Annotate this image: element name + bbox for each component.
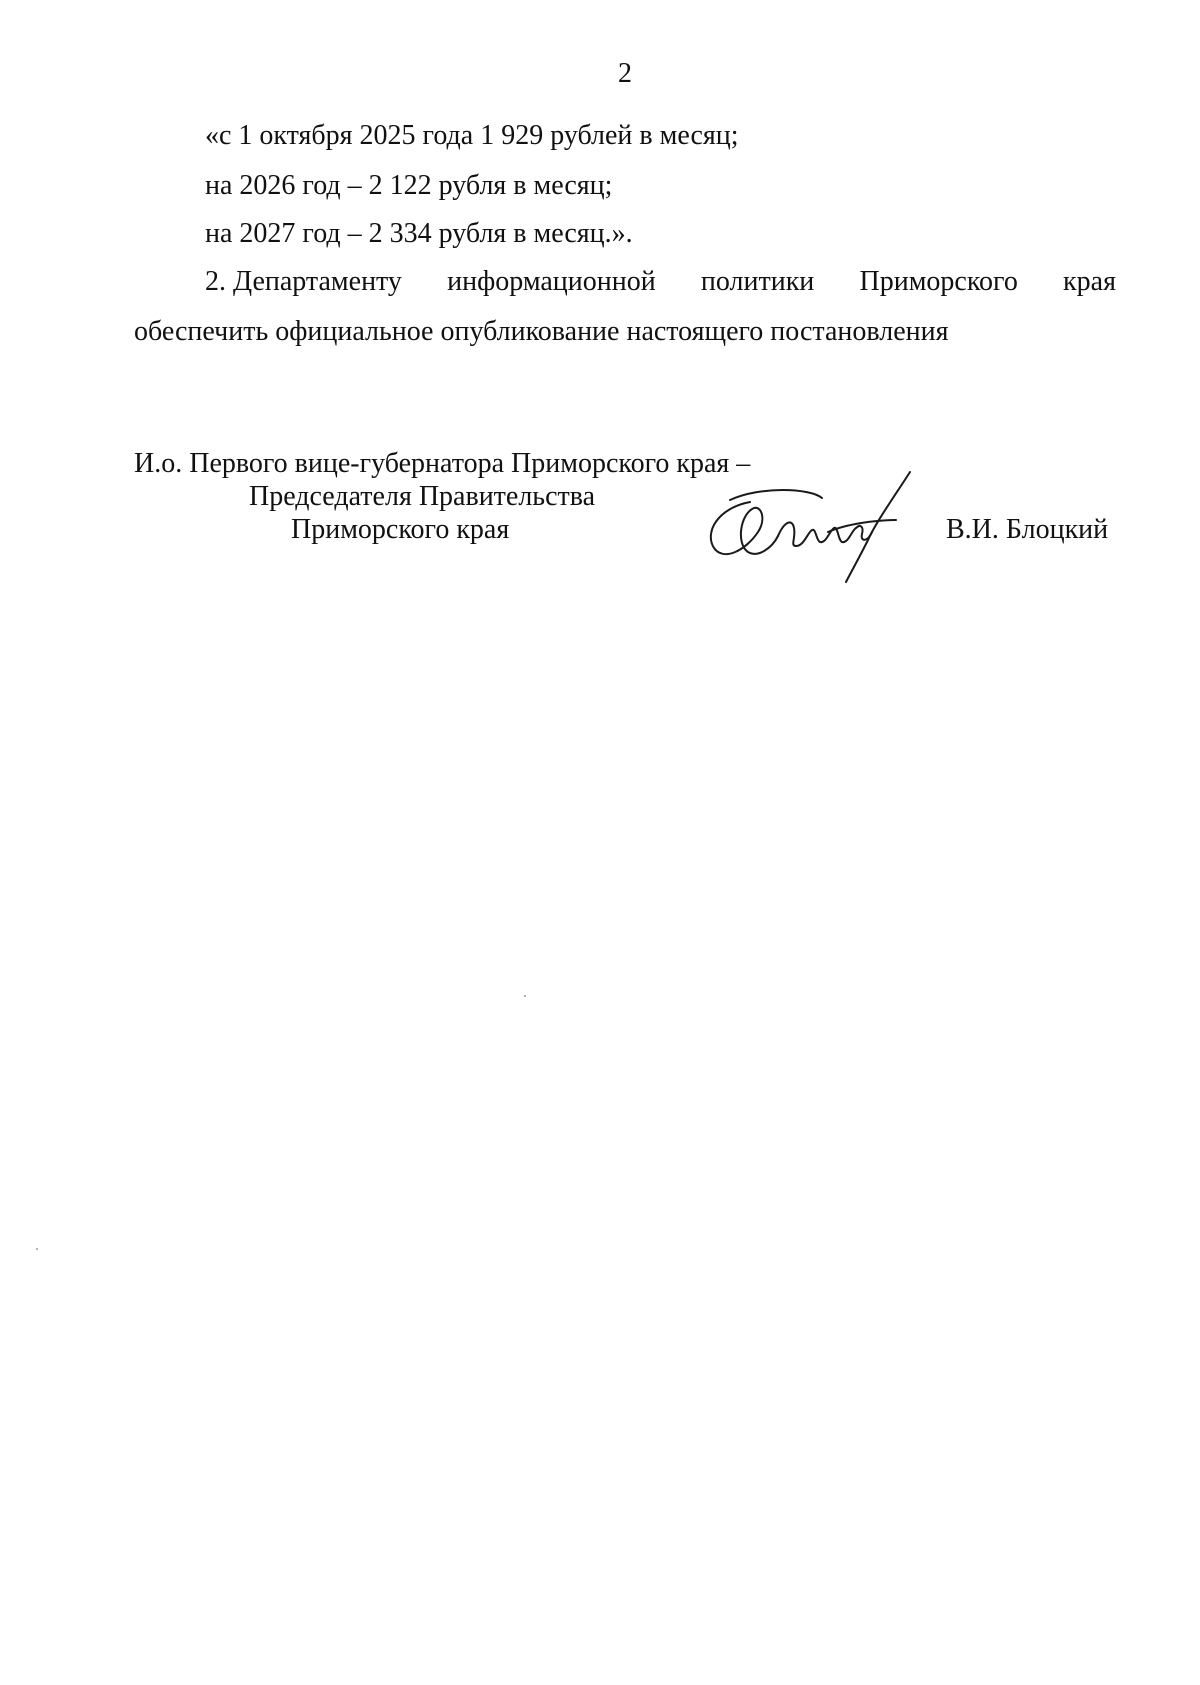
signature-title-line-3: Приморского края bbox=[291, 514, 510, 545]
signature-title-line-2: Председателя Правительства bbox=[249, 481, 596, 512]
text-line-1: «с 1 октября 2025 года 1 929 рублей в месяц; bbox=[205, 120, 739, 151]
word: края bbox=[1063, 266, 1116, 297]
word: 2. Департаменту bbox=[205, 266, 402, 297]
scan-speck bbox=[36, 1248, 38, 1250]
paragraph-2-second-line: обеспечить официальное опубликование настоящего постановления bbox=[134, 316, 949, 347]
signature-title-line-1: И.о. Первого вице-губернатора Приморского края – bbox=[134, 448, 751, 479]
handwritten-signature bbox=[700, 470, 925, 585]
text-line-3: на 2027 год – 2 334 рубля в месяц.». bbox=[205, 218, 633, 249]
signatory-name: В.И. Блоцкий bbox=[946, 514, 1109, 545]
page-number: 2 bbox=[618, 58, 632, 89]
word: политики bbox=[700, 266, 815, 297]
word: Приморского bbox=[859, 266, 1018, 297]
word: информационной bbox=[447, 266, 656, 297]
paragraph-2-first-line bbox=[134, 266, 1116, 298]
scan-speck bbox=[524, 995, 526, 997]
text-line-2: на 2026 год – 2 122 рубля в месяц; bbox=[205, 170, 613, 201]
